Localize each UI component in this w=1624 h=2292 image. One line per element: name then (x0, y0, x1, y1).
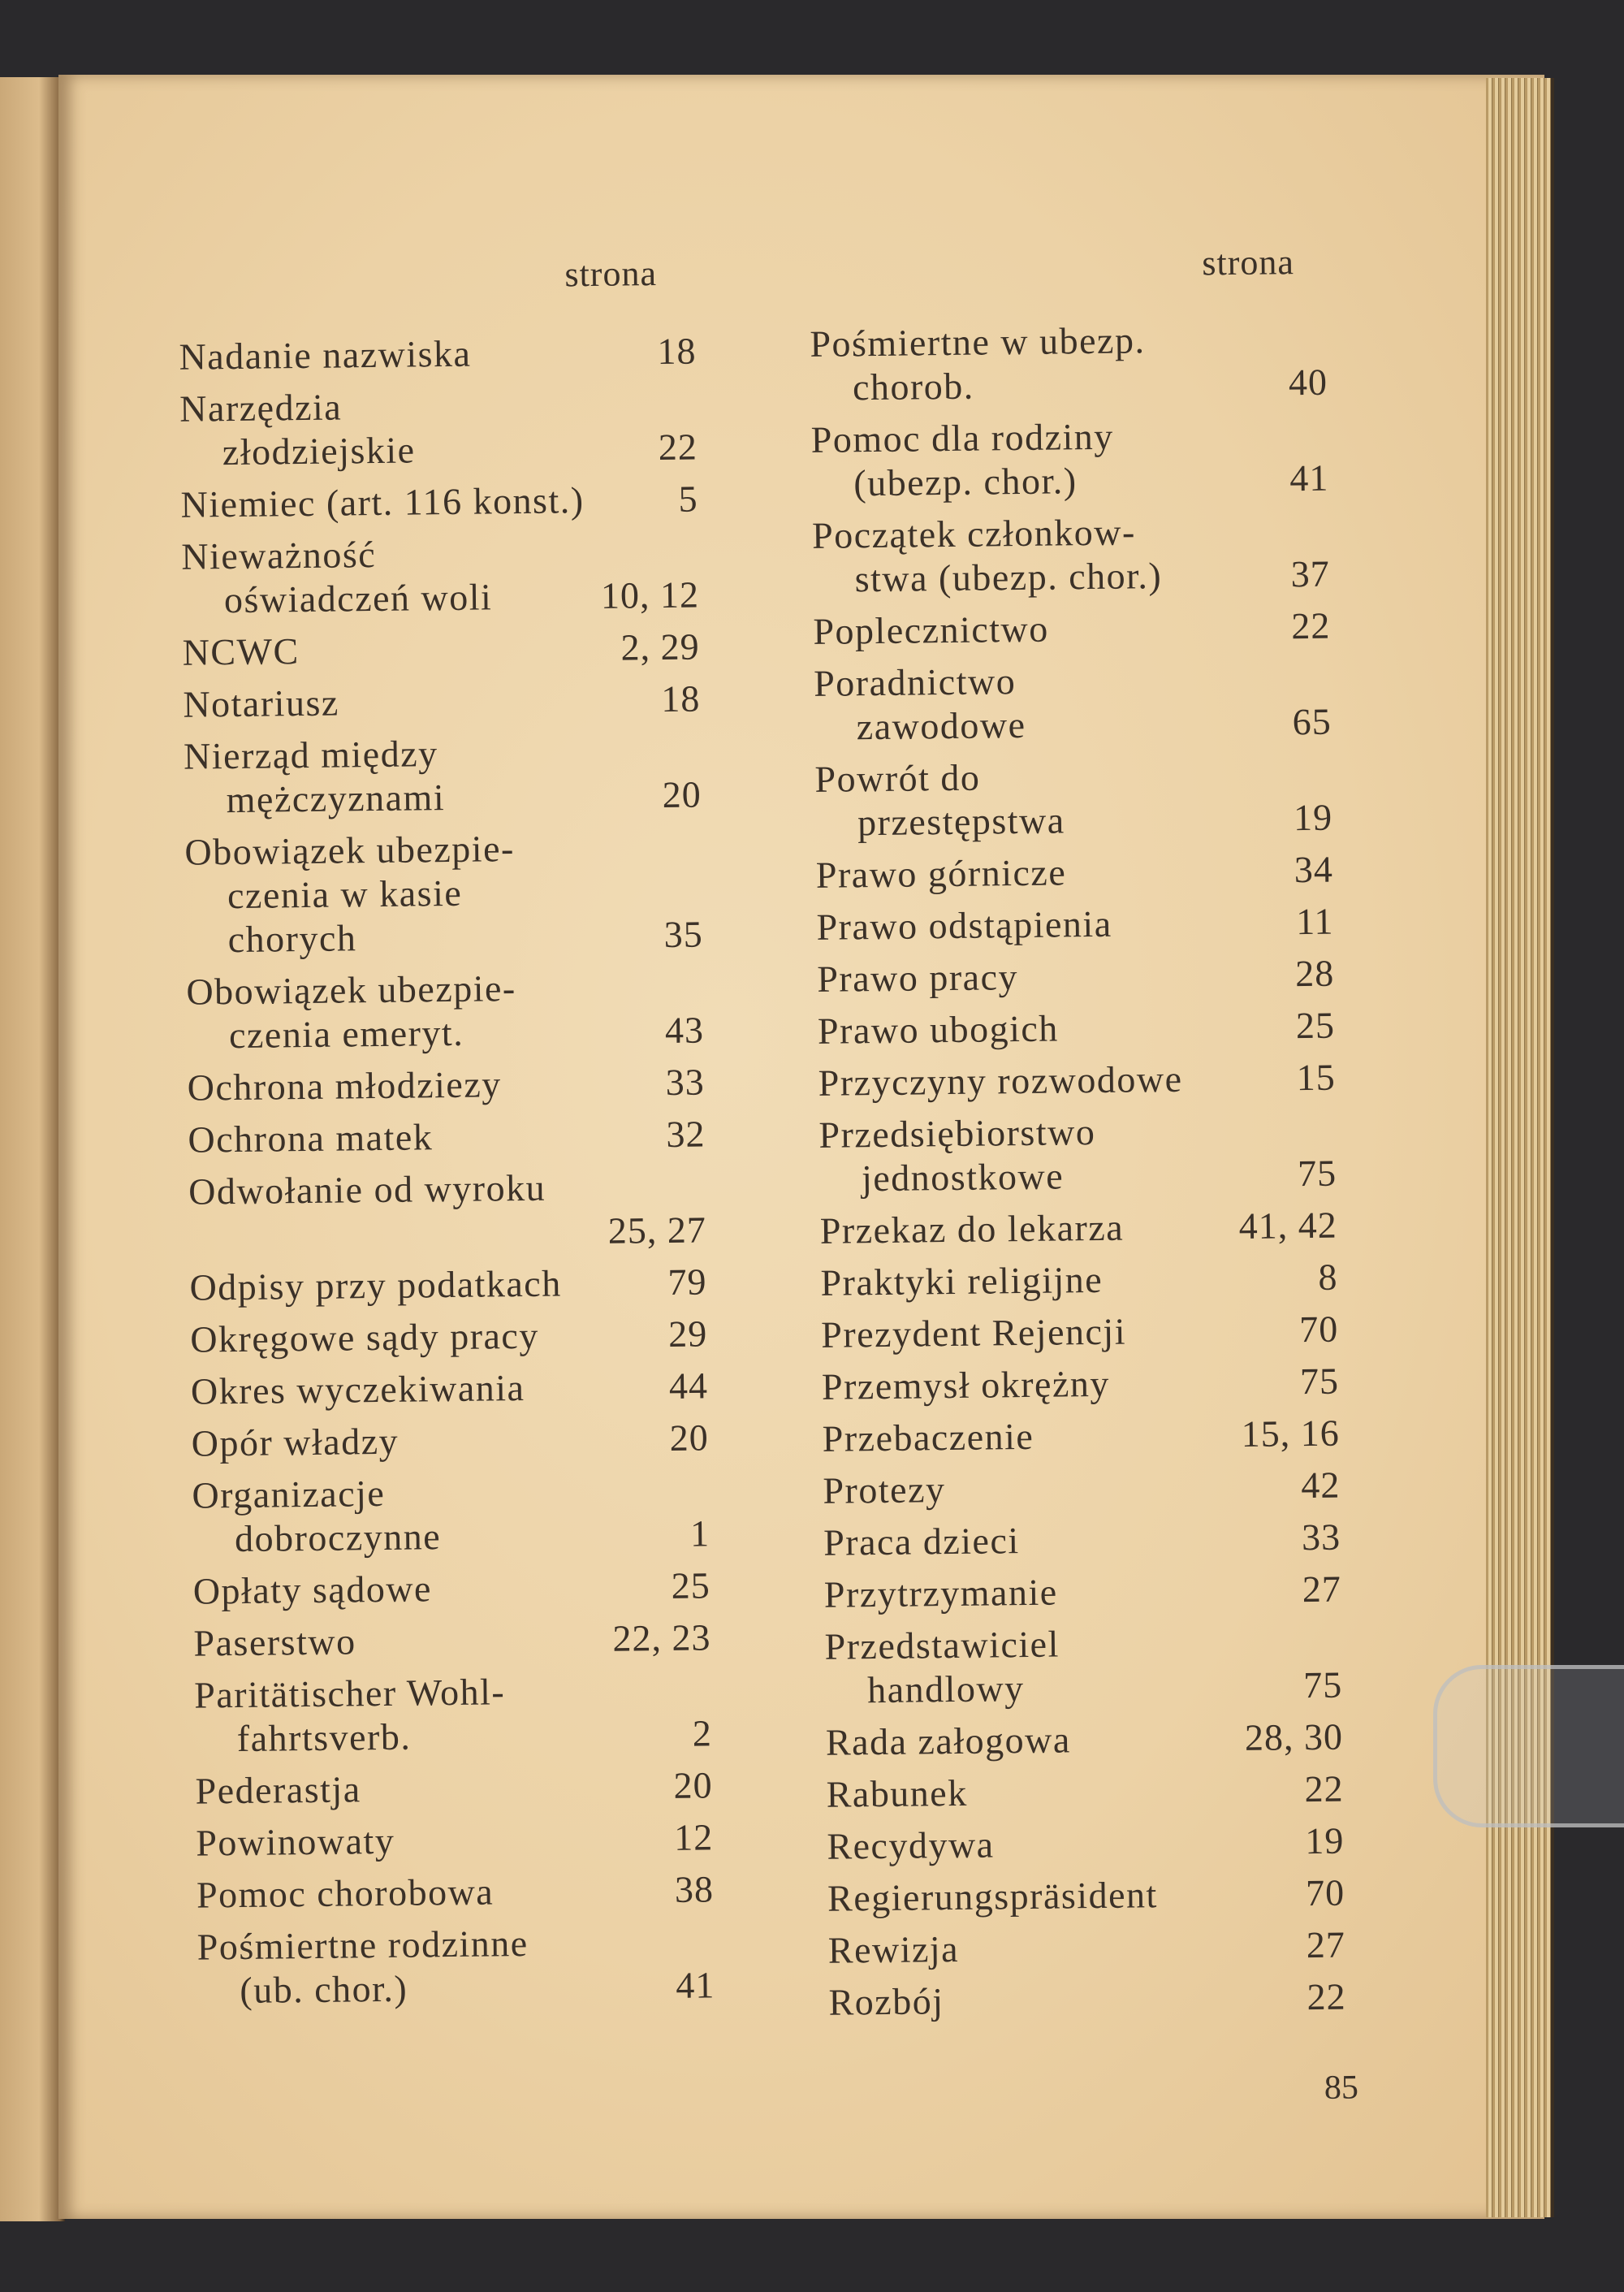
index-entry (819, 1204, 1337, 1253)
index-entry-text: Nieważność (181, 533, 377, 577)
index-entry-page: 32 (666, 1113, 706, 1155)
index-entry (827, 1819, 1345, 1869)
index-entry-page: 75 (1302, 1663, 1343, 1706)
index-entry (816, 848, 1334, 897)
index-entry-text: Notariusz (183, 681, 340, 725)
index-entry-text: Poplecznictwo (813, 608, 1050, 652)
index-entry (188, 1112, 706, 1161)
index-entry (814, 752, 1332, 845)
index-entry-text: Przebaczenie (822, 1415, 1034, 1460)
index-entry (810, 413, 1328, 506)
index-entry-text: fahrtsverb. (236, 1715, 412, 1760)
index-entry-page: 44 (668, 1364, 709, 1407)
index-entry-text: stwa (ubezp. chor.) (854, 555, 1163, 600)
index-entry-text: przestępstwa (857, 799, 1065, 844)
index-entry (826, 1715, 1344, 1765)
index-entry-text: (ubezp. chor.) (853, 460, 1078, 504)
index-entry-text: Rozbój (828, 1980, 944, 2023)
index-entry-page: 22 (1291, 604, 1331, 647)
index-entry-text: czenia w kasie (227, 871, 463, 917)
index-entry (183, 677, 701, 726)
index-entry-page: 41, 42 (1238, 1204, 1338, 1247)
right-index-column (810, 317, 1346, 2033)
index-entry-page: 22 (1307, 1975, 1346, 2018)
index-entry-text: Narzędzia (179, 386, 343, 430)
index-entry (820, 1256, 1338, 1305)
index-entry-page: 42 (1301, 1464, 1341, 1507)
index-entry-text: Pomoc dla rodziny (810, 415, 1115, 461)
index-entry (810, 317, 1328, 410)
index-entry (196, 1815, 714, 1865)
index-entry-page: 37 (1290, 552, 1330, 595)
index-entry-text: Recydywa (827, 1823, 995, 1867)
index-entry-page: 8 (1318, 1256, 1338, 1298)
index-entry-page: 27 (1306, 1923, 1346, 1966)
index-entry (190, 1312, 708, 1361)
index-entry-text: Okres wyczekiwania (190, 1366, 525, 1412)
index-entry (812, 508, 1330, 602)
index-entry-page: 29 (667, 1312, 708, 1355)
index-entry-text: złodziejskie (222, 429, 416, 474)
index-entry-page: 33 (1301, 1516, 1341, 1559)
index-entry-text: Poradnictwo (813, 660, 1017, 704)
index-entry (821, 1308, 1339, 1357)
index-entry-text: Okręgowe sądy pracy (189, 1314, 540, 1360)
index-entry (192, 1563, 710, 1613)
index-entry-page: 18 (661, 677, 701, 720)
index-entry-text: Obowiązek ubezpie- (186, 967, 516, 1013)
index-entry (182, 625, 700, 674)
index-entry-text: Odwołanie od wyroku (188, 1166, 546, 1213)
index-entry-text: Ochrona młodziezy (187, 1063, 502, 1109)
index-entry (823, 1464, 1341, 1513)
index-entry-page: 79 (667, 1261, 707, 1303)
index-entry (822, 1360, 1340, 1409)
index-entry (191, 1364, 709, 1413)
index-entry (195, 1763, 713, 1813)
index-entry-page: 75 (1297, 1152, 1337, 1195)
index-entry-text: oświadczeń woli (223, 576, 493, 621)
index-entry (818, 1056, 1336, 1105)
index-entry (823, 1516, 1341, 1565)
index-entry (827, 1871, 1345, 1921)
index-entry-text: chorob. (852, 365, 975, 409)
index-entry-text: dobroczynne (234, 1516, 442, 1560)
index-entry (817, 952, 1335, 1001)
index-entry-page: 2, 29 (620, 625, 700, 668)
index-entry (197, 1867, 715, 1917)
index-entry-text: Opłaty sądowe (192, 1568, 433, 1612)
index-entry-text: Początek członkow- (811, 511, 1137, 556)
index-entry-text: Powrót do (814, 756, 981, 800)
index-entry-page: 20 (673, 1764, 713, 1806)
right-column-header: strona (1202, 242, 1295, 283)
index-entry-text: Organizacje (192, 1472, 386, 1516)
index-entry-text: Regierungspräsident (827, 1874, 1159, 1919)
index-entry (193, 1615, 711, 1665)
index-entry-text: jednostkowe (861, 1155, 1065, 1200)
index-entry-page: 38 (674, 1868, 715, 1910)
index-entry (188, 1164, 706, 1257)
index-entry (818, 1004, 1336, 1053)
index-entry-text: Niemiec (art. 116 konst.) (180, 479, 585, 525)
index-entry (186, 964, 704, 1057)
index-entry (826, 1767, 1344, 1817)
index-entry (813, 604, 1331, 654)
index-entry (814, 656, 1332, 750)
index-entry-text: Prawo górnicze (815, 851, 1067, 896)
index-entry-page: 28, 30 (1244, 1715, 1344, 1758)
index-entry-page: 25 (671, 1564, 711, 1607)
index-entry-text: (ub. chor.) (240, 1967, 408, 2011)
index-entry-text: Przekaz do lekarza (819, 1206, 1125, 1252)
page-number: 85 (1324, 2069, 1359, 2107)
index-entry-page: 33 (665, 1061, 705, 1103)
index-entry (180, 477, 698, 526)
index-entry-text: Przyczyny rozwodowe (818, 1057, 1183, 1104)
index-entry-text: Przytrzymanie (823, 1571, 1058, 1615)
index-entry (824, 1568, 1342, 1617)
index-entry-text: chorych (227, 917, 357, 961)
index-entry-page: 75 (1299, 1360, 1340, 1403)
index-entry-page: 25 (1295, 1004, 1336, 1047)
index-entry-page: 18 (657, 330, 697, 373)
index-entry-page: 20 (669, 1416, 709, 1459)
index-entry-page: 65 (1292, 700, 1332, 743)
left-index-column (179, 329, 715, 2021)
index-entry-page: 27 (1302, 1568, 1342, 1611)
index-entry-page: 34 (1294, 848, 1334, 891)
index-entry-page: 22, 23 (612, 1616, 711, 1659)
left-column-header: strona (564, 253, 658, 295)
index-entry (189, 1260, 707, 1309)
index-entry-page: 2 (692, 1712, 713, 1754)
index-entry-text: Prawo ubogich (817, 1007, 1060, 1052)
index-entry-page: 25, 27 (607, 1209, 707, 1252)
index-entry (818, 1108, 1337, 1201)
index-entry-text: Praktyki religijne (820, 1258, 1104, 1304)
index-entry-text: Praca dzieci (823, 1520, 1020, 1563)
index-entry-text: Pośmiertne rodzinne (197, 1922, 529, 1968)
index-entry-page: 5 (678, 478, 698, 520)
index-entry (191, 1416, 709, 1465)
index-entry-page: 22 (1304, 1767, 1344, 1810)
index-entry-text: Pederastja (195, 1768, 361, 1812)
index-entry-page: 35 (663, 913, 703, 955)
index-entry-text: Rewizja (827, 1927, 960, 1971)
index-entry-text: zawodowe (856, 703, 1026, 748)
index-entry-text: Nierząd między (183, 733, 438, 777)
index-entry-page: 11 (1295, 900, 1334, 943)
index-entry-page: 15 (1296, 1056, 1336, 1099)
index-entry (181, 529, 699, 622)
index-entry-page: 10, 12 (600, 573, 700, 616)
index-entry-page: 12 (673, 1816, 714, 1858)
index-entry-page: 20 (662, 773, 702, 815)
index-entry-page: 70 (1298, 1308, 1339, 1351)
index-entry-text: Paserstwo (193, 1620, 356, 1664)
index-entry-page: 28 (1294, 952, 1335, 995)
index-entry (822, 1412, 1340, 1461)
index-entry-page: 40 (1288, 361, 1328, 404)
index-entry (828, 1975, 1346, 2025)
index-entry-text: Prezydent Rejencji (820, 1310, 1127, 1356)
index-entry (184, 824, 703, 962)
index-entry (179, 381, 698, 474)
index-entry (187, 1060, 705, 1109)
index-entry-text: czenia emeryt. (228, 1011, 464, 1057)
index-entry-page: 41 (1289, 456, 1329, 499)
index-entry-text: Przedstawiciel (824, 1623, 1060, 1667)
index-entry-text: Rada załogowa (825, 1719, 1071, 1763)
index-entry (197, 1919, 715, 2013)
index-entry-text: Odpisy przy podatkach (189, 1262, 562, 1308)
index-entry-text: Powinowaty (196, 1819, 395, 1864)
index-entry-text: Przemysł okrężny (821, 1362, 1111, 1408)
index-entry-page: 19 (1293, 796, 1333, 839)
index-entry (179, 329, 697, 378)
index-entry-text: Nadanie nazwiska (179, 332, 472, 378)
index-entry-page: 19 (1305, 1819, 1345, 1862)
index-entry (194, 1667, 712, 1761)
index-entry-page: 70 (1305, 1871, 1345, 1914)
index-entry-page: 43 (664, 1009, 705, 1051)
index-entry-page: 41 (676, 1964, 715, 2006)
index-entry (816, 900, 1334, 949)
index-entry-text: handlowy (866, 1667, 1025, 1711)
index-entry-text: Pomoc chorobowa (196, 1870, 495, 1916)
index-entry-text: Protezy (823, 1468, 946, 1511)
index-entry-text: mężczyznami (226, 776, 446, 821)
index-entry-text: NCWC (182, 630, 300, 673)
index-entry (184, 729, 702, 822)
index-entry-text: Rabunek (826, 1771, 968, 1815)
index-entry-text: Prawo odstąpienia (816, 902, 1112, 948)
index-entry-text: Obowiązek ubezpie- (184, 828, 516, 873)
index-entry-text: Prawo pracy (816, 956, 1019, 1000)
index-entry (824, 1620, 1342, 1713)
index-entry-text: Ochrona matek (188, 1116, 434, 1161)
index-entry-page: 22 (658, 426, 698, 469)
index-entry-text: Pośmiertne w ubezp. (810, 319, 1146, 365)
index-entry (828, 1923, 1346, 1973)
index-entry-page: 15, 16 (1241, 1412, 1340, 1455)
index-entry-text: Opór władzy (191, 1420, 400, 1464)
index-entry (192, 1468, 710, 1561)
index-entry-page: 1 (689, 1512, 710, 1555)
index-entry-text: Paritätischer Wohl- (193, 1671, 506, 1716)
index-entry-text: Przedsiębiorstwo (818, 1110, 1096, 1156)
